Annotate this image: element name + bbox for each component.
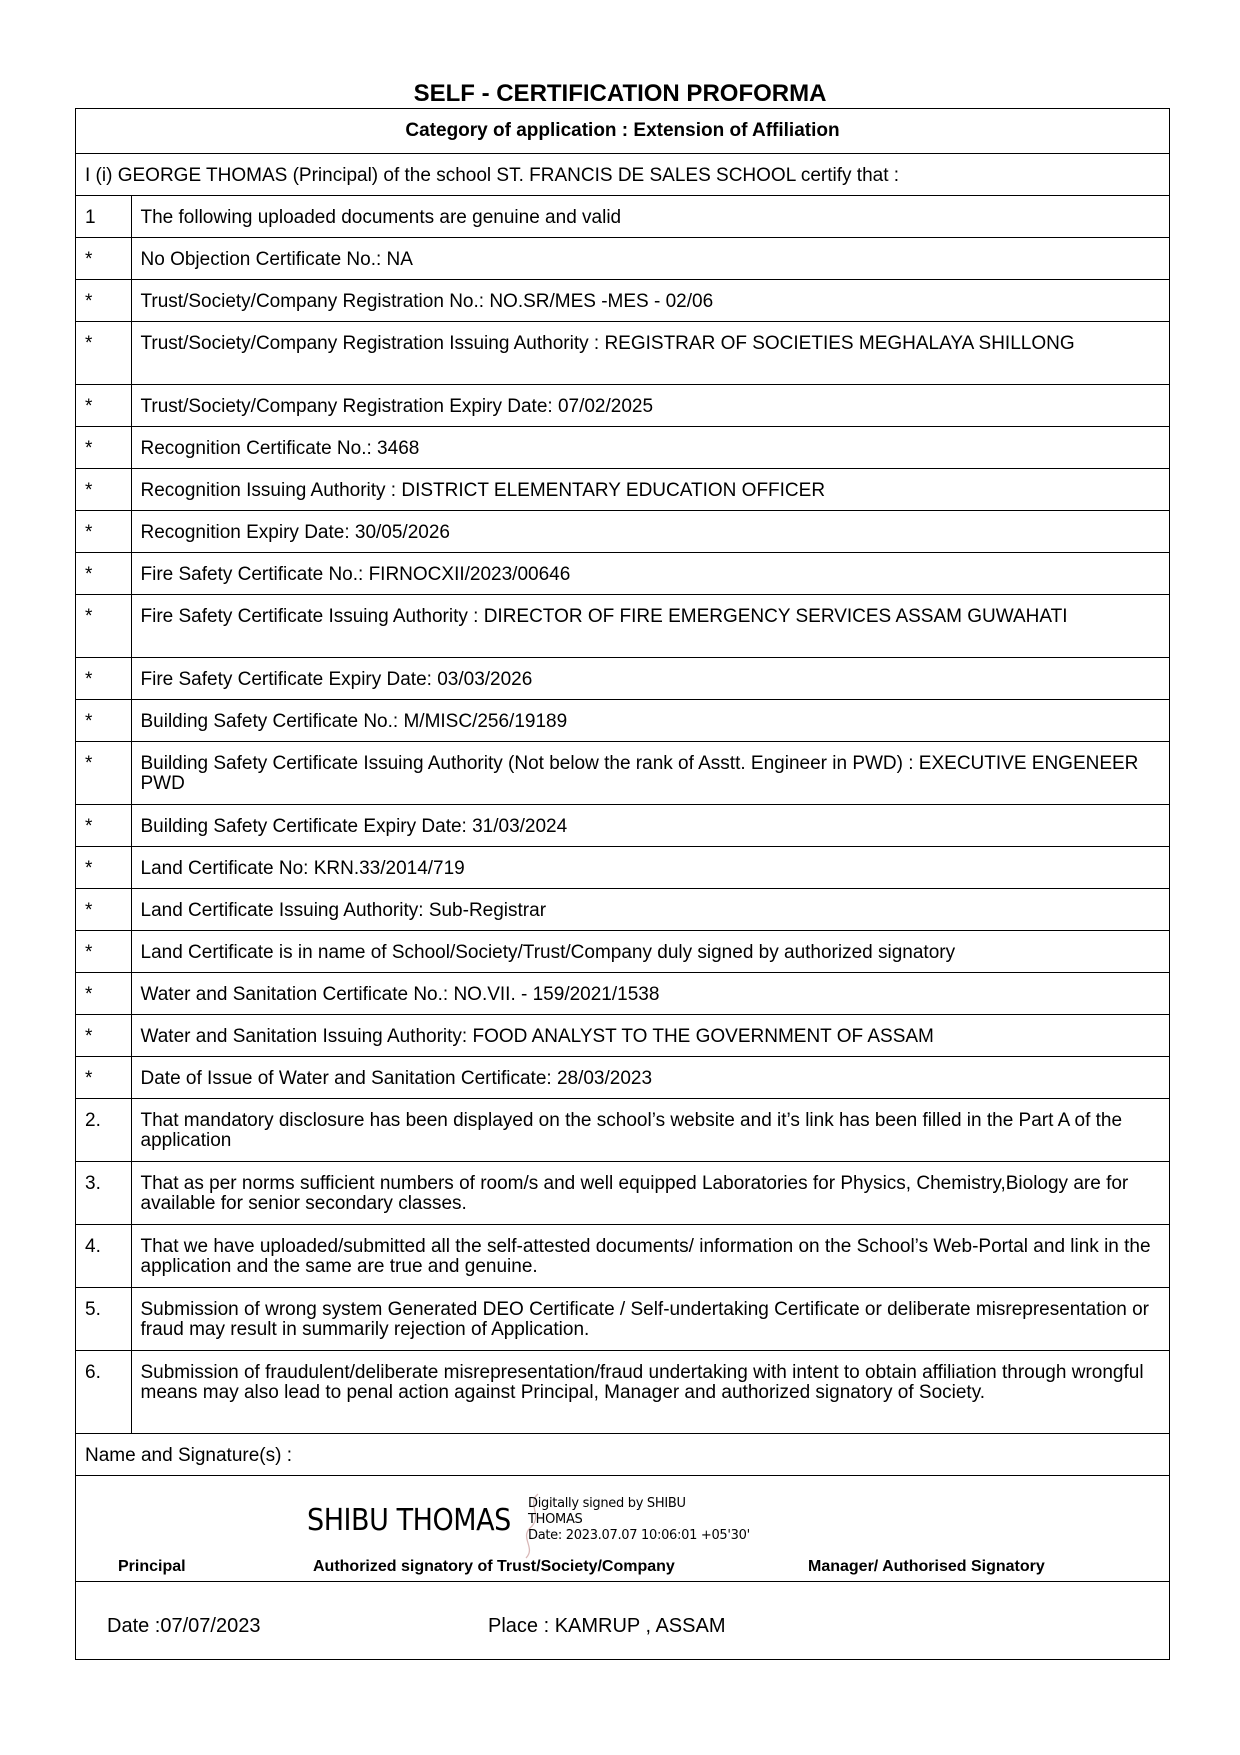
declaration-text: I (i) GEORGE THOMAS (Principal) of the school ST. FRANCIS DE SALES SCHOOL certify that : <box>76 153 1169 195</box>
table-row <box>76 1287 1169 1350</box>
row-number: * <box>76 594 131 657</box>
row-number: 2. <box>76 1098 131 1161</box>
table-row <box>76 384 1169 426</box>
table-row <box>76 552 1169 594</box>
table-row <box>76 426 1169 468</box>
signatory-name: SHIBU THOMAS <box>307 1502 511 1538</box>
row-number: 3. <box>76 1161 131 1224</box>
declaration-row <box>76 153 1169 195</box>
table-row <box>76 279 1169 321</box>
row-text: Trust/Society/Company Registration Issuing Authority : REGISTRAR OF SOCIETIES MEGHALAYA SHILLONG <box>131 321 1169 384</box>
signature-heading-row <box>76 1433 1169 1475</box>
row-number: * <box>76 237 131 279</box>
row-text: Recognition Issuing Authority : DISTRICT ELEMENTARY EDUCATION OFFICER <box>131 468 1169 510</box>
row-text: Submission of wrong system Generated DEO Certificate / Self-undertaking Certificate or deliberate misrepresentation or fraud may result in summarily rejection of Application. <box>131 1287 1169 1350</box>
row-text: Submission of fraudulent/deliberate misrepresentation/fraud undertaking with intent to obtain affiliation through wrongful means may also lead to penal action against Principal, Manager and authorized signatory of Society. <box>131 1350 1169 1433</box>
row-number: * <box>76 846 131 888</box>
row-number: * <box>76 279 131 321</box>
table-row <box>76 321 1169 384</box>
row-number: * <box>76 930 131 972</box>
row-text: Recognition Expiry Date: 30/05/2026 <box>131 510 1169 552</box>
row-text: Fire Safety Certificate Issuing Authority : DIRECTOR OF FIRE EMERGENCY SERVICES ASSAM GUWAHATI <box>131 594 1169 657</box>
digital-signature-details <box>528 1496 750 1544</box>
row-text: No Objection Certificate No.: NA <box>131 237 1169 279</box>
table-row <box>76 888 1169 930</box>
place-value: Place : KAMRUP , ASSAM <box>488 1614 726 1637</box>
date-value: Date :07/07/2023 <box>107 1614 261 1637</box>
row-text: Fire Safety Certificate Expiry Date: 03/03/2026 <box>131 657 1169 699</box>
row-number: * <box>76 510 131 552</box>
row-number: * <box>76 1056 131 1098</box>
table-row <box>76 1161 1169 1224</box>
role-manager: Manager/ Authorised Signatory <box>808 1557 1045 1575</box>
table-row <box>76 1350 1169 1433</box>
row-text: Recognition Certificate No.: 3468 <box>131 426 1169 468</box>
signature-heading: Name and Signature(s) : <box>76 1433 1169 1475</box>
row-text: Water and Sanitation Certificate No.: NO.VII. - 159/2021/1538 <box>131 972 1169 1014</box>
row-text: Land Certificate Issuing Authority: Sub-Registrar <box>131 888 1169 930</box>
table-row <box>76 846 1169 888</box>
page-title: SELF - CERTIFICATION PROFORMA <box>413 80 827 107</box>
row-text: Land Certificate is in name of School/Society/Trust/Company duly signed by authorized signatory <box>131 930 1169 972</box>
row-number: * <box>76 321 131 384</box>
row-text: Trust/Society/Company Registration No.: NO.SR/MES -MES - 02/06 <box>131 279 1169 321</box>
row-number: 4. <box>76 1224 131 1287</box>
row-number: * <box>76 468 131 510</box>
row-text: That as per norms sufficient numbers of room/s and well equipped Laboratories for Physics, Chemistry,Biology are for available for senior secondary classes. <box>131 1161 1169 1224</box>
table-row <box>76 930 1169 972</box>
row-number: 5. <box>76 1287 131 1350</box>
row-number: * <box>76 741 131 804</box>
row-text: Building Safety Certificate Issuing Authority (Not below the rank of Asstt. Engineer in PWD) : EXECUTIVE ENGENEER PWD <box>131 741 1169 804</box>
table-row <box>76 1056 1169 1098</box>
row-text: Date of Issue of Water and Sanitation Certificate: 28/03/2023 <box>131 1056 1169 1098</box>
table-row <box>76 195 1169 237</box>
table-row <box>76 741 1169 804</box>
table-row <box>76 1014 1169 1056</box>
digital-signature-line-2: THOMAS <box>528 1511 583 1527</box>
row-number: * <box>76 384 131 426</box>
role-trust-signatory: Authorized signatory of Trust/Society/Company <box>313 1557 675 1575</box>
row-number: * <box>76 426 131 468</box>
row-number: * <box>76 699 131 741</box>
table-row <box>76 1098 1169 1161</box>
row-number: * <box>76 1014 131 1056</box>
row-text: Trust/Society/Company Registration Expiry Date: 07/02/2025 <box>131 384 1169 426</box>
row-text: Land Certificate No: KRN.33/2014/719 <box>131 846 1169 888</box>
table-row <box>76 510 1169 552</box>
category-of-application: Category of application : Extension of Affiliation <box>76 109 1169 153</box>
table-row <box>76 972 1169 1014</box>
row-number: 1 <box>76 195 131 237</box>
row-text: That we have uploaded/submitted all the self-attested documents/ information on the School’s Web-Portal and link in the application and the same are true and genuine. <box>131 1224 1169 1287</box>
row-text: That mandatory disclosure has been displayed on the school’s website and it’s link has been filled in the Part A of the application <box>131 1098 1169 1161</box>
table-row <box>76 468 1169 510</box>
table-row <box>76 594 1169 657</box>
table-row <box>76 1224 1169 1287</box>
role-principal: Principal <box>118 1557 186 1575</box>
table-row <box>76 699 1169 741</box>
date-place-row <box>76 1582 1169 1662</box>
row-number: * <box>76 972 131 1014</box>
table-row <box>76 804 1169 846</box>
row-text: The following uploaded documents are genuine and valid <box>131 195 1169 237</box>
signature-area <box>76 1476 1169 1582</box>
certification-table <box>76 109 1169 1476</box>
row-number: 6. <box>76 1350 131 1433</box>
row-text: Building Safety Certificate No.: M/MISC/256/19189 <box>131 699 1169 741</box>
table-row <box>76 237 1169 279</box>
row-text: Building Safety Certificate Expiry Date: 31/03/2024 <box>131 804 1169 846</box>
row-number: * <box>76 657 131 699</box>
certification-form <box>75 108 1170 1660</box>
row-number: * <box>76 804 131 846</box>
row-number: * <box>76 552 131 594</box>
category-row <box>76 109 1169 153</box>
row-number: * <box>76 888 131 930</box>
row-text: Water and Sanitation Issuing Authority: FOOD ANALYST TO THE GOVERNMENT OF ASSAM <box>131 1014 1169 1056</box>
row-text: Fire Safety Certificate No.: FIRNOCXII/2023/00646 <box>131 552 1169 594</box>
digital-signature-line-3: Date: 2023.07.07 10:06:01 +05'30' <box>528 1527 750 1543</box>
table-row <box>76 657 1169 699</box>
digital-signature-line-1: Digitally signed by SHIBU <box>528 1495 686 1511</box>
